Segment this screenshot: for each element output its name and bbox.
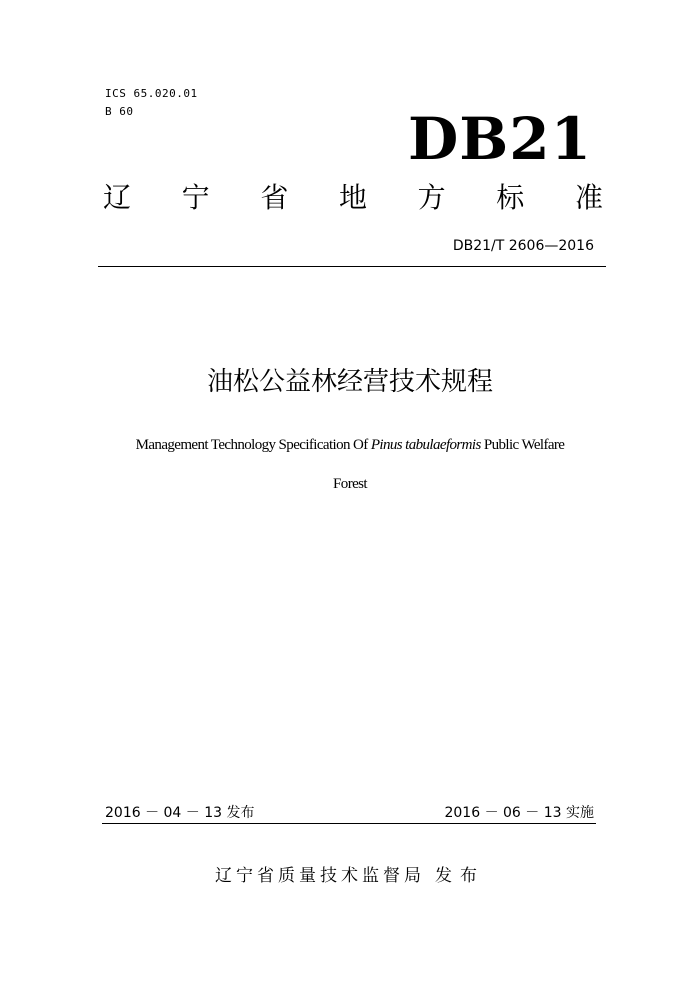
standard-type-heading [103,180,603,216]
title-en-species: Pinus tabulaeformis [370,437,481,453]
ics-code: ICS 65.020.01 [105,87,198,100]
ccs-code: B 60 [105,105,134,118]
issuer-action: 发布 [435,866,485,886]
implementation-date: 2016 － 06 － 13 实施 [444,805,594,821]
standard-type-char: 省 [260,181,289,214]
standard-type-char: 方 [417,181,446,214]
document-title-en [100,435,600,455]
standard-type-char: 宁 [181,181,210,214]
standard-type-char: 准 [574,181,603,214]
issue-date: 2016 － 04 － 13 发布 [105,805,255,821]
standard-type-char: 辽 [103,181,132,214]
title-en-part1: Management Technology Specification Of [135,437,368,453]
issuing-authority [0,864,700,888]
standard-number: DB21/T 2606—2016 [452,238,594,254]
standard-type-char: 地 [338,181,367,214]
standard-type-char: 标 [496,181,525,214]
title-en-line2: Forest [333,476,367,492]
document-title-zh: 油松公益林经营技术规程 [206,367,493,397]
db21-logo: DB21 [407,105,592,173]
title-en-part2: Public Welfare [483,437,565,453]
issuer-org: 辽宁省质量技术监督局 [215,866,425,886]
dates-divider [102,823,596,824]
header-divider [98,266,606,267]
